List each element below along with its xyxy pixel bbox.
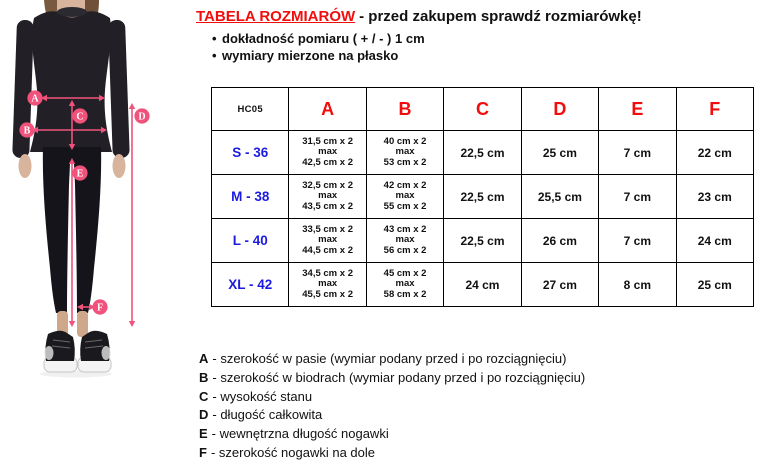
legend-text: - długość całkowita xyxy=(212,407,323,423)
cell-line: max xyxy=(395,146,415,158)
table-row-m xyxy=(212,175,754,219)
cell-line: 45,5 cm x 2 xyxy=(302,288,353,300)
right-arm xyxy=(108,20,130,159)
cell-f: 25 cm xyxy=(676,263,753,307)
cell-d: 27 cm xyxy=(521,263,598,307)
legend-letter: B xyxy=(199,369,209,385)
arrowhead-d-top xyxy=(129,103,135,109)
cell-e: 7 cm xyxy=(599,175,676,219)
measure-badge-b-label: B xyxy=(23,125,31,137)
cell-line: 45 cm x 2 xyxy=(383,267,427,279)
product-code-cell: HC05 xyxy=(212,88,289,131)
table-row-l xyxy=(212,219,754,263)
bullet-text: wymiary mierzone na płasko xyxy=(222,48,399,63)
measurement-legend xyxy=(199,350,585,460)
cell-a xyxy=(289,263,366,307)
cell-line: 44,5 cm x 2 xyxy=(302,244,353,256)
size-label: XL - 42 xyxy=(212,263,289,307)
table-row-xl xyxy=(212,263,754,307)
column-header-e: E xyxy=(599,88,676,131)
column-header-d: D xyxy=(521,88,598,131)
bullet-list xyxy=(196,30,762,64)
size-label: S - 36 xyxy=(212,131,289,175)
size-label: M - 38 xyxy=(212,175,289,219)
cell-line: 42 cm x 2 xyxy=(383,179,427,191)
cell-c: 22,5 cm xyxy=(444,131,521,175)
measure-badge-e-label: E xyxy=(76,168,84,180)
cell-f: 23 cm xyxy=(676,175,753,219)
cell-line: max xyxy=(318,234,338,246)
cell-a xyxy=(289,131,366,175)
cell-line: 40 cm x 2 xyxy=(383,135,427,147)
cell-d: 25,5 cm xyxy=(521,175,598,219)
table-row-s xyxy=(212,131,754,175)
cell-c: 22,5 cm xyxy=(444,175,521,219)
cell-d: 25 cm xyxy=(521,131,598,175)
column-header-f: F xyxy=(676,88,753,131)
cell-a xyxy=(289,219,366,263)
right-hand xyxy=(113,154,126,178)
cell-line: 32,5 cm x 2 xyxy=(302,179,353,191)
legend-item-d xyxy=(199,406,585,425)
left-hand xyxy=(19,154,32,178)
cell-line: max xyxy=(318,146,338,158)
column-header-b: B xyxy=(366,88,443,131)
cell-line: max xyxy=(395,190,415,202)
legend-text: - szerokość w biodrach (wymiar podany przed i po rozciągnięciu) xyxy=(212,369,586,385)
cell-a xyxy=(289,175,366,219)
cell-line: 43,5 cm x 2 xyxy=(302,200,353,212)
collar xyxy=(57,7,87,17)
legend-item-a xyxy=(199,350,585,369)
cell-line: 58 cm x 2 xyxy=(383,288,427,300)
bullet-item xyxy=(196,30,762,47)
bullet-text: dokładność pomiaru ( + / - ) 1 cm xyxy=(222,31,425,46)
legend-item-f xyxy=(199,444,585,460)
cell-line: 42,5 cm x 2 xyxy=(302,156,353,168)
page-title-rest: - przed zakupem sprawdź rozmiarówkę! xyxy=(359,8,642,25)
legend-letter: A xyxy=(199,351,209,366)
right-ankle xyxy=(77,311,88,337)
column-header-c: C xyxy=(444,88,521,131)
cell-line: 31,5 cm x 2 xyxy=(302,135,353,147)
cell-f: 22 cm xyxy=(676,131,753,175)
arrowhead-d-bottom xyxy=(129,321,135,327)
legend-text: - szerokość nogawki na dole xyxy=(210,444,375,460)
size-label: L - 40 xyxy=(212,219,289,263)
legend-letter: F xyxy=(199,444,207,460)
bullet-item xyxy=(196,47,762,64)
right-shoe-accent xyxy=(102,346,111,360)
arrowhead-e-bottom xyxy=(69,321,75,327)
cell-line: max xyxy=(318,278,338,290)
measure-badge-d-label: D xyxy=(138,111,146,123)
measure-badge-c-label: C xyxy=(76,111,84,123)
measure-badge-a-label: A xyxy=(31,93,39,105)
cell-b xyxy=(366,263,443,307)
cell-line: 43 cm x 2 xyxy=(383,223,427,235)
cell-line: max xyxy=(395,278,415,290)
cell-line: max xyxy=(395,234,415,246)
cell-line: max xyxy=(318,190,338,202)
page-title xyxy=(196,7,762,26)
cell-line: 56 cm x 2 xyxy=(383,244,427,256)
cell-line: 55 cm x 2 xyxy=(383,200,427,212)
cell-b xyxy=(366,219,443,263)
headline xyxy=(196,7,762,64)
cell-c: 22,5 cm xyxy=(444,219,521,263)
cell-line: 33,5 cm x 2 xyxy=(302,223,353,235)
cell-e: 8 cm xyxy=(599,263,676,307)
legend-text: - szerokość w pasie (wymiar podany przed i po rozciągnięciu) xyxy=(212,351,567,366)
left-shoe-accent xyxy=(45,346,54,360)
cell-line: 34,5 cm x 2 xyxy=(302,267,353,279)
legend-letter: C xyxy=(199,388,209,404)
legend-item-b xyxy=(199,369,585,388)
legend-text: - wysokość stanu xyxy=(212,388,313,404)
sweater xyxy=(30,11,112,152)
cell-line: 53 cm x 2 xyxy=(383,156,427,168)
cell-e: 7 cm xyxy=(599,131,676,175)
page-title-highlight: TABELA ROZMIARÓW xyxy=(196,8,356,25)
cell-c: 24 cm xyxy=(444,263,521,307)
cell-f: 24 cm xyxy=(676,219,753,263)
cell-e: 7 cm xyxy=(599,219,676,263)
legend-letter: E xyxy=(199,426,208,442)
size-table xyxy=(211,87,754,307)
cell-d: 26 cm xyxy=(521,219,598,263)
legend-item-e xyxy=(199,425,585,444)
left-arm xyxy=(12,20,34,159)
legend-item-c xyxy=(199,388,585,407)
cell-b xyxy=(366,175,443,219)
model-measurement-figure xyxy=(0,0,190,460)
cell-b xyxy=(366,131,443,175)
bullet-icon: • xyxy=(212,31,217,46)
legend-letter: D xyxy=(199,407,209,423)
bullet-icon: • xyxy=(212,48,217,63)
size-table-header-row xyxy=(212,88,754,131)
measure-badge-f-label: F xyxy=(96,302,104,314)
legend-text: - wewnętrzna długość nogawki xyxy=(211,426,389,442)
column-header-a: A xyxy=(289,88,366,131)
